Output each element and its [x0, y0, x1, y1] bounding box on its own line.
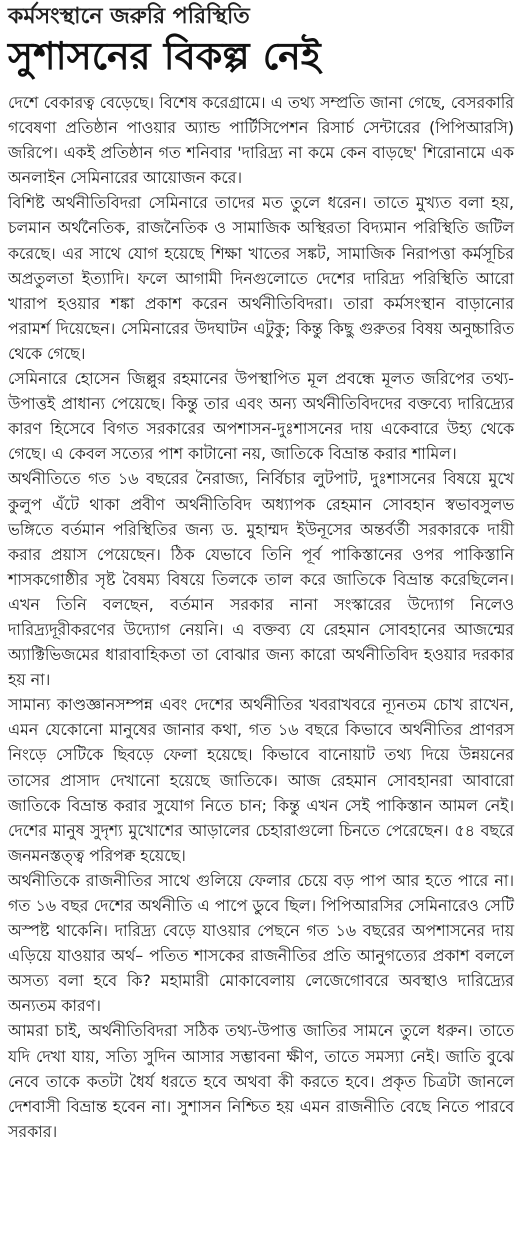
article-paragraph-7: আমরা চাই, অর্থনীতিবিদরা সঠিক তথ্য-উপাত্ত জাতির সামনে তুলে ধরুন। তাতে যদি দেখা যায়, সত্যি সুদিন আসার সম্ভাবনা ক্ষীণ, তাতে সমস্যা নেই। জাতি বুঝে নেবে তাকে কতটা ধৈর্য ধরতে হবে অথবা কী করতে হবে। প্রকৃত চিত্রটা জানলে দেশবাসী বিভ্রান্ত হবেন না। সুশাসন নিশ্চিত হয় এমন রাজনীতি বেছে নিতে পারবে সরকার। — [8, 1021, 514, 1141]
article-body — [8, 90, 514, 1144]
article-paragraph-3: সেমিনারে হোসেন জিল্লুর রহমানের উপস্থাপিত মূল প্রবন্ধে মূলত জরিপের তথ্য-উপাত্তই প্রাধান্য পেয়েছে। কিন্তু তার এবং অন্য অর্থনীতিবিদদের বক্তব্যে দারিদ্র্যের কারণ হিসেবে বিগত সরকারের অপশাসন-দুঃশাসনের দায় একেবারে উহ্য থেকে গেছে। এ কেবল সত্যের পাশ কাটানো নয়, জাতিকে বিভ্রান্ত করার শামিল। — [8, 369, 514, 464]
article-paragraph-1: দেশে বেকারত্ব বেড়েছে। বিশেষ করেগ্রামে। এ তথ্য সম্প্রতি জানা গেছে, বেসরকারি গবেষণা প্রতিষ্ঠান পাওয়ার অ্যান্ড পার্টিসিপেশন রিসার্চ সেন্টারের (পিপিআরসি) জরিপে। একই প্রতিষ্ঠান গত শনিবার 'দারিদ্র্য না কমে কেন বাড়ছে' শিরোনামে এক অনলাইন সেমিনারের আয়োজন করে। — [8, 93, 514, 188]
editorial-article — [8, 0, 514, 1144]
article-headline: সুশাসনের বিকল্প নেই — [8, 34, 321, 78]
article-kicker: কর্মসংস্থানে জরুরি পরিস্থিতি — [8, 4, 250, 29]
article-paragraph-4: অর্থনীতিতে গত ১৬ বছরের নৈরাজ্য, নির্বিচার লুটপাট, দুঃশাসনের বিষয়ে মুখে কুলুপ এঁটে থাকা প্রবীণ অর্থনীতিবিদ অধ্যাপক রেহমান সোবহান স্বভাবসুলভ ভঙ্গিতে বর্তমান পরিস্থিতির জন্য ড. মুহাম্মদ ইউনূসের অন্তর্বর্তী সরকারকে দায়ী করার প্রয়াস পেয়েছেন। ঠিক যেভাবে তিনি পূর্ব পাকিস্তানের ওপর পাকিস্তানি শাসকগোষ্ঠীর সৃষ্ট বৈষম্য বিষয়ে তিলকে তাল করে জাতিকে বিভ্রান্ত করেছিলেন। এখন তিনি বলছেন, বর্তমান সরকার নানা সংস্কারের উদ্যোগ নিলেও দারিদ্র্যদূরীকরণের উদ্যোগ নেয়নি। এ বক্তব্য যে রেহমান সোবহানের আজন্মের অ্যাক্টিভিজমের ধারাবাহিকতা তা বোঝার জন্য কারো অর্থনীতিবিদ হওয়ার দরকার হয় না। — [8, 469, 514, 690]
article-paragraph-2: বিশিষ্ট অর্থনীতিবিদরা সেমিনারে তাদের মত তুলে ধরেন। তাতে মুখ্যত বলা হয়, চলমান অর্থনৈতিক, রাজনৈতিক ও সামাজিক অস্থিরতা বিদ্যমান পরিস্থিতি জটিল করেছে। এর সাথে যোগ হয়েছে শিক্ষা খাতের সঙ্কট, সামাজিক নিরাপত্তা কর্মসূচির অপ্রতুলতা ইত্যাদি। ফলে আগামী দিনগুলোতে দেশের দারিদ্র্য পরিস্থিতি আরো খারাপ হওয়ার শঙ্কা প্রকাশ করেন অর্থনীতিবিদরা। তারা কর্মসংস্থান বাড়ানোর পরামর্শ দিয়েছেন। সেমিনারের উদঘাটন এটুকু; কিন্তু কিছু গুরুতর বিষয় অনুচ্চারিত থেকে গেছে। — [8, 193, 514, 363]
article-paragraph-5: সামান্য কাণ্ডজ্ঞানসম্পন্ন এবং দেশের অর্থনীতির খবরাখবরে ন্যূনতম চোখ রাখেন, এমন যেকোনো মানুষের জানার কথা, গত ১৬ বছরে কিভাবে অর্থনীতির প্রাণরস নিংড়ে সেটিকে ছিবড়ে ফেলা হয়েছে। কিভাবে বানোয়াট তথ্য দিয়ে উন্নয়নের তাসের প্রাসাদ দেখানো হয়েছে জাতিকে। আজ রেহমান সোবহানরা আবারো জাতিকে বিভ্রান্ত করার সুযোগ নিতে চান; কিন্তু এখন সেই পাকিস্তান আমল নেই। দেশের মানুষ সুদৃশ্য মুখোশের আড়ালের চেহারাগুলো চিনতে পেরেছেন। ৫৪ বছরে জনমনস্তত্ত্ব পরিপক্ব হয়েছে। — [8, 695, 514, 865]
article-paragraph-6: অর্থনীতিকে রাজনীতির সাথে গুলিয়ে ফেলার চেয়ে বড় পাপ আর হতে পারে না। গত ১৬ বছর দেশের অর্থনীতি এ পাপে ডুবে ছিল। পিপিআরসির সেমিনারেও সেটি অস্পষ্ট থাকেনি। দারিদ্র্য বেড়ে যাওয়ার পেছনে গত ১৬ বছরের অপশাসনের দায় এড়িয়ে যাওয়ার অর্থ– পতিত শাসকের রাজনীতির প্রতি আনুগত্যের প্রকাশ বললে অসত্য বলা হবে কি? মহামারী মোকাবেলায় লেজেগোবরে অবস্থাও দারিদ্র্যের অন্যতম কারণ। — [8, 870, 514, 1016]
